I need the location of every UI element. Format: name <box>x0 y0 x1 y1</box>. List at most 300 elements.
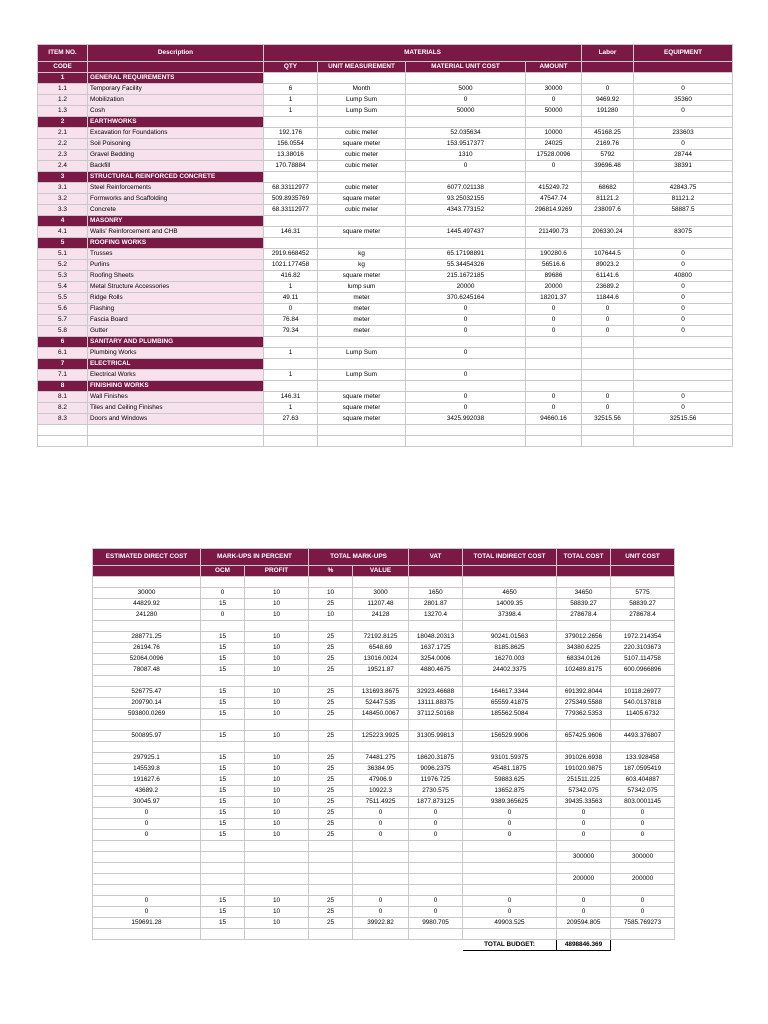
table-row <box>93 775 675 786</box>
estimated-direct-cost: 30000 <box>93 588 201 599</box>
empty-cell <box>409 841 463 852</box>
ocm-percent: 15 <box>201 896 245 907</box>
unit-measurement: meter <box>318 326 406 337</box>
equipment: 35360 <box>634 95 733 106</box>
total-budget-value: 4898846.369 <box>557 940 611 951</box>
markup-value: 39922.82 <box>353 918 409 929</box>
item-description: Backfill <box>88 161 264 172</box>
blank-row <box>93 577 675 588</box>
markup-value <box>353 852 409 863</box>
total-cost: 58839.27 <box>557 599 611 610</box>
amount: 0 <box>526 403 582 414</box>
total-cost: 251511.225 <box>557 775 611 786</box>
profit-percent: 10 <box>245 797 309 808</box>
unit-cost-header: UNIT COST <box>611 549 675 566</box>
table-row <box>93 731 675 742</box>
vat: 1650 <box>409 588 463 599</box>
empty-cell <box>309 621 353 632</box>
table-row <box>38 315 733 326</box>
profit-percent: 10 <box>245 907 309 918</box>
equipment: 58887.5 <box>634 205 733 216</box>
table-row <box>38 348 733 359</box>
empty-cell <box>93 929 201 940</box>
spacer-cell <box>245 940 309 951</box>
ocm-percent <box>201 874 245 885</box>
empty-cell <box>38 425 88 436</box>
markup-value: 6548.69 <box>353 643 409 654</box>
estimated-direct-cost: 0 <box>93 808 201 819</box>
vat: 13270.4 <box>409 610 463 621</box>
qty: 68.33112977 <box>264 205 318 216</box>
ocm-percent: 15 <box>201 819 245 830</box>
total-indirect-cost: 24402.3375 <box>463 665 557 676</box>
labor: 0 <box>582 326 634 337</box>
empty-cell <box>201 621 245 632</box>
item-description: Fascia Board <box>88 315 264 326</box>
empty-cell <box>406 359 526 370</box>
amount: 18201.37 <box>526 293 582 304</box>
table-row <box>38 282 733 293</box>
unit-cost: 220.3103673 <box>611 643 675 654</box>
empty-cell <box>557 676 611 687</box>
qty: 170.78884 <box>264 161 318 172</box>
material-unit-cost: 0 <box>406 370 526 381</box>
spacer-cell <box>611 940 675 951</box>
item-description: Concrete <box>88 205 264 216</box>
empty-cell <box>634 359 733 370</box>
empty-cell <box>353 577 409 588</box>
empty-cell <box>264 425 318 436</box>
total-cost: 779362.5353 <box>557 709 611 720</box>
table-row <box>93 753 675 764</box>
qty: 192.176 <box>264 128 318 139</box>
table-row <box>38 403 733 414</box>
table1-header-row <box>38 45 733 62</box>
item-code: 2.3 <box>38 150 88 161</box>
material-unit-cost: 0 <box>406 161 526 172</box>
profit-percent: 10 <box>245 731 309 742</box>
material-unit-cost: 65.17198891 <box>406 249 526 260</box>
total-indirect-cost: 49903.525 <box>463 918 557 929</box>
equipment <box>634 348 733 359</box>
amount: 50000 <box>526 106 582 117</box>
profit-percent <box>245 874 309 885</box>
markup-percent: 25 <box>309 709 353 720</box>
markup-percent: 25 <box>309 731 353 742</box>
empty-cell <box>406 172 526 183</box>
unit-measurement: square meter <box>318 414 406 425</box>
empty-cell <box>582 359 634 370</box>
profit-percent: 10 <box>245 830 309 841</box>
markup-percent: 25 <box>309 907 353 918</box>
section-row <box>38 117 733 128</box>
vat <box>409 874 463 885</box>
unit-measurement: lump sum <box>318 282 406 293</box>
empty-cell <box>88 425 264 436</box>
markup-value: 3000 <box>353 588 409 599</box>
section-row <box>38 337 733 348</box>
unit-measurement: cubic meter <box>318 128 406 139</box>
labor: 45168.25 <box>582 128 634 139</box>
empty-cell <box>611 577 675 588</box>
table-row <box>38 194 733 205</box>
labor: 107644.5 <box>582 249 634 260</box>
markup-percent: 25 <box>309 808 353 819</box>
qty: 1 <box>264 348 318 359</box>
material-unit-cost: 55.34454326 <box>406 260 526 271</box>
unit-cost: 200000 <box>611 874 675 885</box>
empty-cell <box>264 117 318 128</box>
empty-cell <box>309 720 353 731</box>
estimated-direct-cost: 26194.76 <box>93 643 201 654</box>
item-code: 8.3 <box>38 414 88 425</box>
markup-value: 148450.0067 <box>353 709 409 720</box>
vat <box>409 852 463 863</box>
equipment: 40800 <box>634 271 733 282</box>
total-indirect-cost: 156529.9906 <box>463 731 557 742</box>
profit-percent: 10 <box>245 709 309 720</box>
empty-cell <box>526 216 582 227</box>
vat: 0 <box>409 896 463 907</box>
item-description: Walls' Reinforcement and CHB <box>88 227 264 238</box>
empty-cell <box>88 436 264 447</box>
section-title: MASONRY <box>88 216 264 227</box>
empty-cell <box>526 436 582 447</box>
table2-body <box>93 577 675 940</box>
equipment: 0 <box>634 260 733 271</box>
total-indirect-cost: 4650 <box>463 588 557 599</box>
estimated-direct-cost: 30045.97 <box>93 797 201 808</box>
markup-percent: 10 <box>309 610 353 621</box>
table-row <box>93 819 675 830</box>
item-description: Gutter <box>88 326 264 337</box>
total-indirect-cost: 185562.5084 <box>463 709 557 720</box>
qty: 416.82 <box>264 271 318 282</box>
empty-cell <box>264 436 318 447</box>
total-cost: 34380.6225 <box>557 643 611 654</box>
total-cost: 300000 <box>557 852 611 863</box>
amount: 0 <box>526 315 582 326</box>
section-title: SANITARY AND PLUMBING <box>88 337 264 348</box>
empty-cell <box>526 73 582 84</box>
empty-cell <box>309 863 353 874</box>
item-description: Steel Reinforcements <box>88 183 264 194</box>
subheader-cell <box>557 566 611 577</box>
percent-header: % <box>309 566 353 577</box>
empty-cell <box>353 676 409 687</box>
labor: 238097.6 <box>582 205 634 216</box>
empty-cell <box>526 359 582 370</box>
unit-measurement: meter <box>318 304 406 315</box>
empty-cell <box>264 73 318 84</box>
vat: 32923.46688 <box>409 687 463 698</box>
item-code: 6.1 <box>38 348 88 359</box>
item-code: 1.1 <box>38 84 88 95</box>
amount: 296814.9269 <box>526 205 582 216</box>
empty-cell <box>93 742 201 753</box>
estimated-direct-cost: 0 <box>93 819 201 830</box>
empty-cell <box>353 841 409 852</box>
cost-breakdown-table <box>37 44 733 447</box>
total-indirect-cost: 9389.365625 <box>463 797 557 808</box>
table-row <box>38 227 733 238</box>
empty-cell <box>93 863 201 874</box>
empty-cell <box>245 720 309 731</box>
table-row <box>93 764 675 775</box>
empty-cell <box>526 381 582 392</box>
empty-cell <box>201 676 245 687</box>
vat: 4880.4675 <box>409 665 463 676</box>
table-row <box>93 588 675 599</box>
unit-cost: 0 <box>611 830 675 841</box>
vat: 11976.725 <box>409 775 463 786</box>
total-indirect-cost: 16270.003 <box>463 654 557 665</box>
material-unit-cost: 0 <box>406 315 526 326</box>
amount: 20000 <box>526 282 582 293</box>
qty: 1 <box>264 106 318 117</box>
labor: 0 <box>582 315 634 326</box>
material-unit-cost: 0 <box>406 392 526 403</box>
vat: 13111.88375 <box>409 698 463 709</box>
blank-row <box>93 841 675 852</box>
unit-measurement: Lump Sum <box>318 95 406 106</box>
section-row <box>38 381 733 392</box>
section-code: 4 <box>38 216 88 227</box>
estimated-direct-cost <box>93 874 201 885</box>
unit-cost: 0 <box>611 808 675 819</box>
labor: 191280 <box>582 106 634 117</box>
amount: 47547.74 <box>526 194 582 205</box>
section-title: FINISHING WORKS <box>88 381 264 392</box>
ocm-percent: 15 <box>201 907 245 918</box>
empty-cell <box>634 381 733 392</box>
total-indirect-cost: 93101.59375 <box>463 753 557 764</box>
table-row <box>93 907 675 918</box>
table-row <box>93 687 675 698</box>
item-code: 8.2 <box>38 403 88 414</box>
material-unit-cost-header: MATERIAL UNIT COST <box>406 62 526 73</box>
table-row <box>93 643 675 654</box>
item-description: Metal Structure Accessories <box>88 282 264 293</box>
materials-header: MATERIALS <box>264 45 582 62</box>
qty: 1021.177458 <box>264 260 318 271</box>
ocm-percent: 15 <box>201 665 245 676</box>
item-code: 5.1 <box>38 249 88 260</box>
qty: 509.8935769 <box>264 194 318 205</box>
unit-cost: 1972.214354 <box>611 632 675 643</box>
item-description: Roofing Sheets <box>88 271 264 282</box>
vat: 18048.20313 <box>409 632 463 643</box>
ocm-percent: 15 <box>201 687 245 698</box>
ocm-header: OCM <box>201 566 245 577</box>
item-description: Purlins <box>88 260 264 271</box>
unit-cost: 10118.26977 <box>611 687 675 698</box>
labor <box>582 348 634 359</box>
estimated-direct-cost: 0 <box>93 896 201 907</box>
total-cost: 68334.0126 <box>557 654 611 665</box>
empty-cell <box>309 742 353 753</box>
item-code: 5.3 <box>38 271 88 282</box>
markup-value: 125223.9925 <box>353 731 409 742</box>
estimated-direct-cost: 145539.8 <box>93 764 201 775</box>
item-description: Electrical Works <box>88 370 264 381</box>
vat: 0 <box>409 830 463 841</box>
estimated-direct-cost: 241280 <box>93 610 201 621</box>
blank-row <box>93 720 675 731</box>
section-row <box>38 216 733 227</box>
empty-cell <box>557 863 611 874</box>
empty-cell <box>353 720 409 731</box>
amount: 17528.0096 <box>526 150 582 161</box>
section-row <box>38 359 733 370</box>
total-cost: 200000 <box>557 874 611 885</box>
profit-percent: 10 <box>245 599 309 610</box>
amount: 89686 <box>526 271 582 282</box>
material-unit-cost: 0 <box>406 403 526 414</box>
item-description: Formworks and Scaffolding <box>88 194 264 205</box>
equipment: 0 <box>634 293 733 304</box>
vat: 3254.0006 <box>409 654 463 665</box>
vat: 0 <box>409 819 463 830</box>
empty-cell <box>264 216 318 227</box>
empty-cell <box>611 720 675 731</box>
empty-cell <box>245 929 309 940</box>
empty-cell <box>409 863 463 874</box>
item-code: 5.2 <box>38 260 88 271</box>
blank-row <box>38 436 733 447</box>
table-row <box>93 599 675 610</box>
material-unit-cost: 3425.992038 <box>406 414 526 425</box>
ocm-percent: 15 <box>201 753 245 764</box>
total-indirect-cost: 14009.35 <box>463 599 557 610</box>
material-unit-cost: 1310 <box>406 150 526 161</box>
qty: 76.84 <box>264 315 318 326</box>
unit-measurement: Lump Sum <box>318 106 406 117</box>
empty-cell <box>463 863 557 874</box>
markup-value: 131693.8675 <box>353 687 409 698</box>
section-code: 1 <box>38 73 88 84</box>
markup-value: 36384.95 <box>353 764 409 775</box>
subheader-cell <box>93 566 201 577</box>
item-no-header: ITEM NO. <box>38 45 88 62</box>
amount <box>526 370 582 381</box>
empty-cell <box>557 841 611 852</box>
section-row <box>38 73 733 84</box>
empty-cell <box>353 863 409 874</box>
ocm-percent: 15 <box>201 797 245 808</box>
empty-cell <box>93 720 201 731</box>
estimated-direct-cost <box>93 852 201 863</box>
item-description: Trusses <box>88 249 264 260</box>
amount: 56516.6 <box>526 260 582 271</box>
table1-body <box>38 73 733 447</box>
unit-cost: 0 <box>611 819 675 830</box>
table-row <box>38 183 733 194</box>
item-code: 5.4 <box>38 282 88 293</box>
equipment: 81121.2 <box>634 194 733 205</box>
markup-percent <box>309 874 353 885</box>
ocm-percent: 15 <box>201 709 245 720</box>
markup-value: 74481.275 <box>353 753 409 764</box>
ocm-percent: 15 <box>201 599 245 610</box>
material-unit-cost: 5000 <box>406 84 526 95</box>
empty-cell <box>582 436 634 447</box>
empty-cell <box>245 676 309 687</box>
equipment-header: EQUIPMENT <box>634 45 733 62</box>
unit-measurement: kg <box>318 260 406 271</box>
markup-percent: 25 <box>309 599 353 610</box>
table-row <box>93 665 675 676</box>
table-row <box>93 808 675 819</box>
empty-cell <box>463 621 557 632</box>
vat: 1877.873125 <box>409 797 463 808</box>
labor: 2169.76 <box>582 139 634 150</box>
empty-cell <box>557 577 611 588</box>
qty: 49.11 <box>264 293 318 304</box>
markup-percent: 25 <box>309 643 353 654</box>
qty: 1 <box>264 95 318 106</box>
table-row <box>93 830 675 841</box>
ocm-percent: 15 <box>201 918 245 929</box>
section-title: STRUCTURAL REINFORCED CONCRETE <box>88 172 264 183</box>
unit-cost: 603.404887 <box>611 775 675 786</box>
markup-percent: 25 <box>309 698 353 709</box>
empty-cell <box>245 841 309 852</box>
amount: 211490.73 <box>526 227 582 238</box>
subheader-cell <box>634 62 733 73</box>
total-indirect-cost: 45481.1875 <box>463 764 557 775</box>
labor: 0 <box>582 304 634 315</box>
table-row <box>38 304 733 315</box>
estimated-direct-cost: 0 <box>93 830 201 841</box>
unit-measurement: cubic meter <box>318 205 406 216</box>
empty-cell <box>634 117 733 128</box>
ocm-percent <box>201 852 245 863</box>
total-cost: 0 <box>557 819 611 830</box>
table2-subheader-row <box>93 566 675 577</box>
amount: 10000 <box>526 128 582 139</box>
unit-cost: 300000 <box>611 852 675 863</box>
estimated-direct-cost: 52064.0096 <box>93 654 201 665</box>
unit-measurement: kg <box>318 249 406 260</box>
table-row <box>93 709 675 720</box>
total-indirect-cost: 0 <box>463 808 557 819</box>
empty-cell <box>201 863 245 874</box>
empty-cell <box>201 720 245 731</box>
markup-value: 0 <box>353 830 409 841</box>
unit-cost: 0 <box>611 896 675 907</box>
total-cost: 39435.33563 <box>557 797 611 808</box>
qty-header: QTY <box>264 62 318 73</box>
profit-percent: 10 <box>245 632 309 643</box>
empty-cell <box>318 172 406 183</box>
vat: 31305.99813 <box>409 731 463 742</box>
unit-cost: 57342.075 <box>611 786 675 797</box>
table-row <box>38 370 733 381</box>
table-row <box>38 271 733 282</box>
empty-cell <box>557 720 611 731</box>
markup-value: 19521.87 <box>353 665 409 676</box>
empty-cell <box>611 885 675 896</box>
empty-cell <box>406 73 526 84</box>
equipment: 0 <box>634 326 733 337</box>
labor: 9469.92 <box>582 95 634 106</box>
markup-value: 0 <box>353 808 409 819</box>
empty-cell <box>526 117 582 128</box>
empty-cell <box>309 577 353 588</box>
empty-cell <box>318 337 406 348</box>
table-row <box>93 632 675 643</box>
